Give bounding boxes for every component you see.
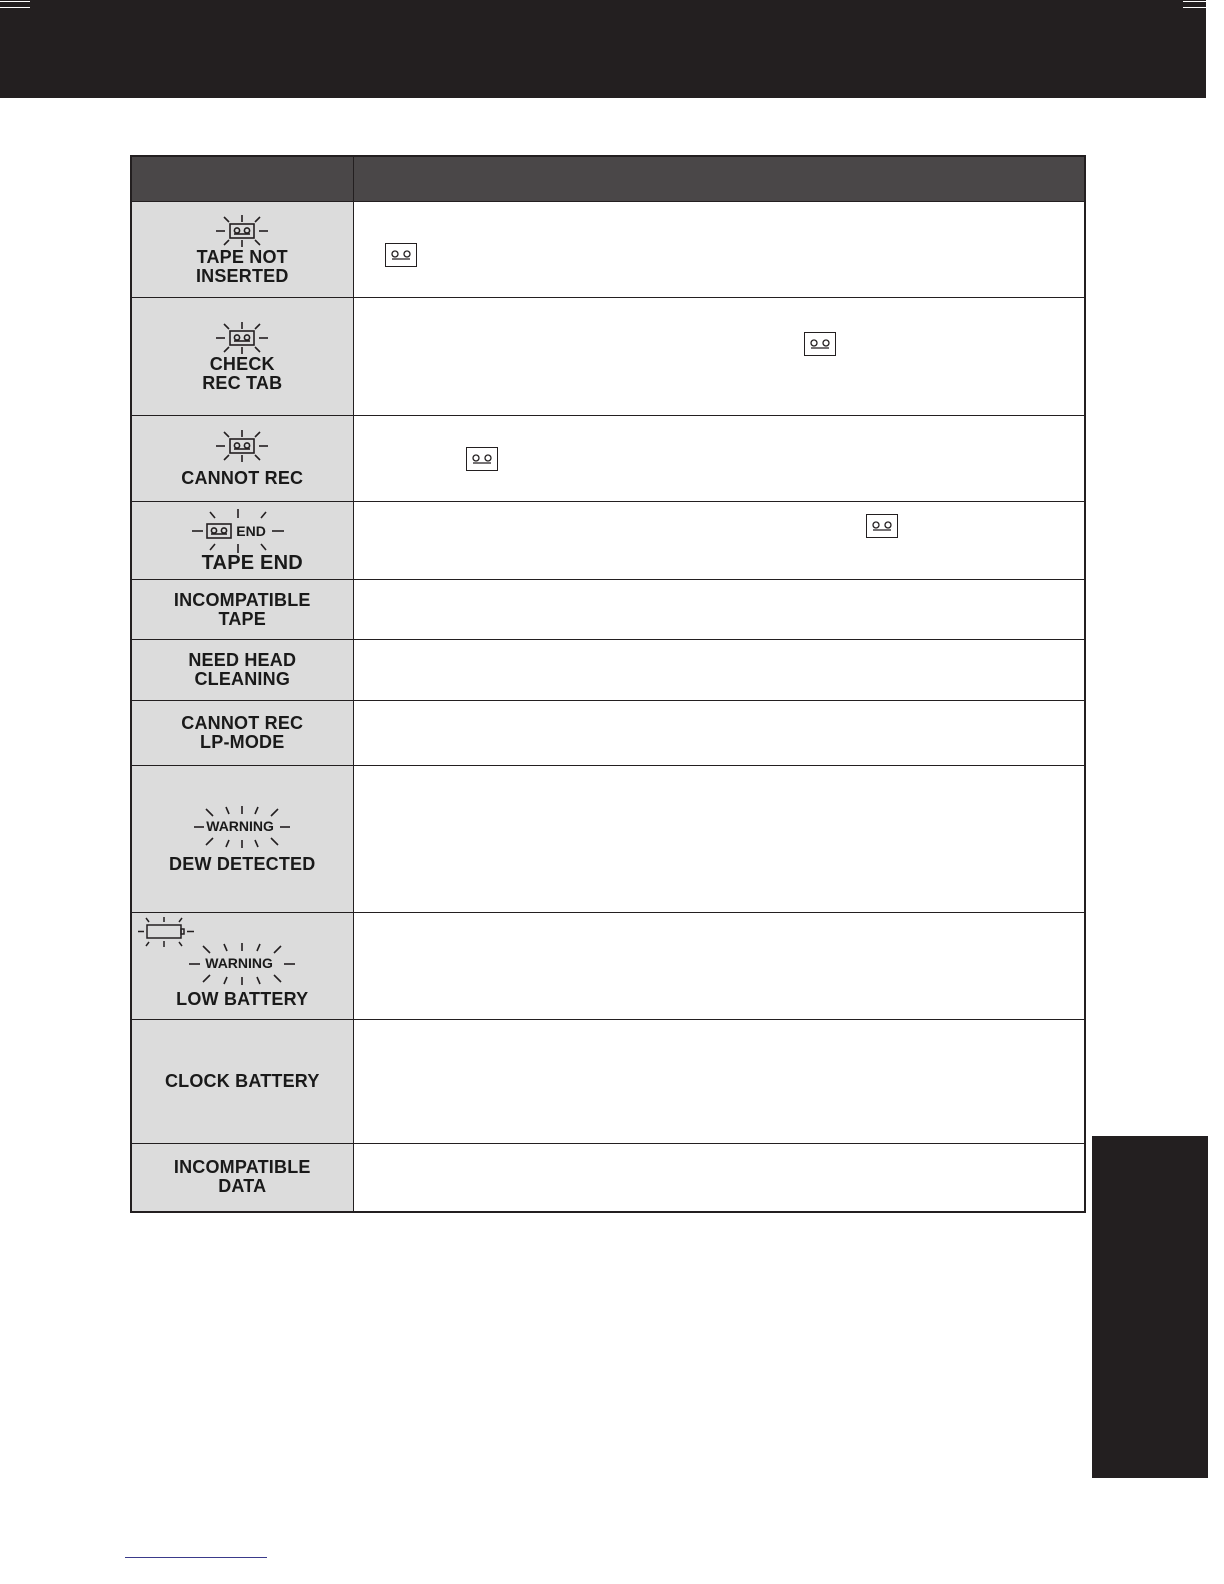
message-label: REC TAB [202, 372, 283, 393]
flashing-cassette-icon [214, 321, 270, 355]
table-row [131, 202, 1085, 298]
description-cell [353, 298, 1085, 416]
message-cell [131, 766, 353, 913]
table-row [131, 766, 1085, 913]
description-cell [353, 580, 1085, 640]
description-cell [353, 701, 1085, 766]
cassette-icon [866, 514, 898, 538]
side-section-tab [1092, 1136, 1208, 1478]
end-indicator-text: END [236, 523, 266, 539]
cassette-icon [466, 447, 498, 471]
description-cell [353, 640, 1085, 701]
message-cell [131, 580, 353, 640]
flashing-warning-icon [187, 942, 297, 986]
flashing-cassette-icon [214, 214, 270, 248]
message-cell [131, 913, 353, 1020]
table-row [131, 640, 1085, 701]
message-label: CHECK [209, 353, 275, 374]
message-cell [131, 202, 353, 298]
top-banner [0, 0, 1206, 98]
description-cell [353, 502, 1085, 580]
cassette-icon [804, 332, 836, 356]
table-row [131, 1144, 1085, 1212]
message-label: INCOMPATIBLE [173, 1157, 311, 1178]
message-label: CLOCK BATTERY [164, 1071, 320, 1091]
table-row [131, 298, 1085, 416]
message-label: NEED HEAD [188, 650, 297, 670]
message-label: TAPE NOT [196, 246, 288, 267]
message-label: TAPE [218, 608, 266, 629]
message-label: INCOMPATIBLE [173, 589, 311, 610]
flashing-warning-icon [192, 805, 292, 849]
message-label: CLEANING [194, 669, 291, 689]
description-cell [353, 766, 1085, 913]
cassette-icon [385, 243, 417, 267]
message-label: DATA [218, 1176, 267, 1197]
header-message [131, 156, 353, 202]
crop-mark-right [1183, 1, 1206, 8]
flashing-tape-end-icon [192, 508, 292, 554]
description-cell [353, 416, 1085, 502]
footer-underline [125, 1557, 267, 1558]
description-cell [353, 1144, 1085, 1212]
crop-mark-left [0, 1, 30, 8]
table-row [131, 416, 1085, 502]
message-label: CANNOT REC [181, 468, 304, 488]
message-cell [131, 502, 353, 580]
warning-text: WARNING [205, 954, 273, 971]
table-header-row [131, 156, 1085, 202]
description-cell [353, 1020, 1085, 1144]
table-row [131, 701, 1085, 766]
message-cell [131, 640, 353, 701]
table-row [131, 580, 1085, 640]
warning-messages-table [130, 155, 1086, 1213]
message-cell [131, 298, 353, 416]
message-label: TAPE END [201, 552, 303, 574]
message-label: DEW DETECTED [169, 853, 316, 874]
message-cell [131, 1144, 353, 1212]
flashing-cassette-icon [214, 429, 270, 463]
message-label: LP-MODE [200, 732, 285, 752]
table-row [131, 1020, 1085, 1144]
header-description [353, 156, 1085, 202]
table-row [131, 913, 1085, 1020]
message-label: INSERTED [195, 265, 289, 286]
description-cell [353, 202, 1085, 298]
warning-text: WARNING [206, 817, 274, 834]
message-label: LOW BATTERY [176, 988, 309, 1009]
message-label: CANNOT REC [181, 713, 304, 733]
message-cell [131, 416, 353, 502]
table-row [131, 502, 1085, 580]
description-cell [353, 913, 1085, 1020]
message-cell [131, 701, 353, 766]
message-cell [131, 1020, 353, 1144]
